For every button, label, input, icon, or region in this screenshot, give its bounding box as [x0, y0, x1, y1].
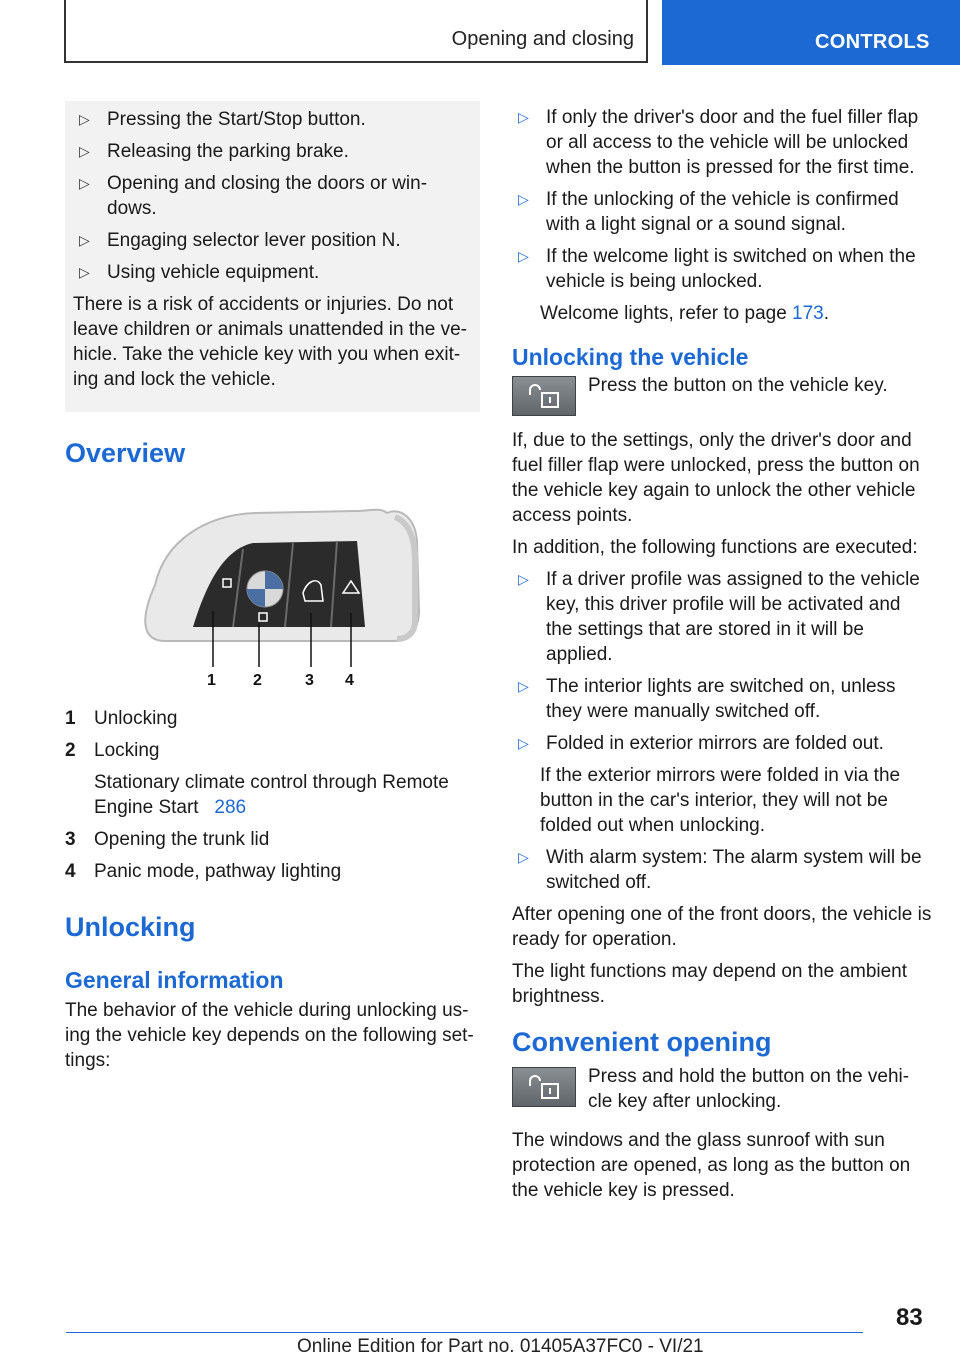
key-legend — [65, 706, 480, 884]
unlocking-vehicle-heading: Unlocking the vehicle — [512, 344, 749, 370]
light-functions-text: The light functions may depend on the ambient brightness. — [512, 961, 908, 1007]
unlock-button-icon — [512, 376, 576, 416]
list-item: ▷ Opening and closing the doors or win-dows. — [73, 171, 472, 221]
running-header — [64, 0, 648, 63]
warning-list — [73, 103, 472, 285]
legend-item — [65, 706, 480, 731]
callout-4: 4 — [345, 672, 354, 689]
list-subtext: Welcome lights, refer to page 173. — [540, 303, 830, 324]
edition-footer: Online Edition for Part no. 01405A37FC0 - VI/21 — [297, 1336, 704, 1357]
legend-subline: Stationary climate control through Remote Engine Start 286 — [94, 772, 449, 818]
list-item: ▷ Engaging selector lever position N. — [73, 228, 472, 253]
legend-label: Panic mode, pathway lighting — [94, 861, 342, 882]
convenient-opening-heading: Convenient opening — [512, 1027, 772, 1057]
page-number: 83 — [896, 1304, 923, 1331]
chapter-title: CONTROLS — [815, 31, 930, 53]
list-item: ▷ If the unlocking of the vehicle is confirmed with a light signal or a sound signal. — [512, 187, 932, 237]
convenient-opening-text: The windows and the glass sunroof with sun protection are opened, as long as the button on the vehicle key is pressed. — [512, 1130, 911, 1201]
legend-item — [65, 827, 480, 852]
vehicle-key-illustration — [125, 501, 425, 696]
right-column — [512, 101, 932, 1210]
unlock-button-icon — [512, 1067, 576, 1107]
unlock-text-1: If, due to the settings, only the driver's door and fuel filler flap were unlocked, press the button on the vehicle key again to unlock the other vehicle access points. — [512, 430, 920, 526]
legend-item — [65, 859, 480, 884]
list-item: ▷ Releasing the parking brake. — [73, 139, 472, 164]
unlock-text-2: In addition, the following functions are executed: — [512, 537, 918, 558]
list-item: ▷ If the welcome light is switched on when the vehicle is being unlocked. — [512, 244, 932, 294]
list-item: ▷ Folded in exterior mirrors are folded out. — [512, 731, 932, 756]
legend-number: 2 — [65, 740, 76, 761]
list-item: ▷ Pressing the Start/Stop button. — [73, 107, 472, 132]
legend-label: Opening the trunk lid — [94, 829, 270, 850]
list-subtext: If the exterior mirrors were folded in via the button in the car's interior, they will not be folded out when unlocking. — [540, 765, 901, 836]
warning-text: There is a risk of accidents or injuries. Do not leave children or animals unattended in the ve-hicle. Take the vehicle key with you when exit-ing and lock the vehicle. — [73, 294, 467, 390]
list-item: ▷ The interior lights are switched on, unless they were manually switched off. — [512, 674, 932, 724]
chapter-tab — [662, 0, 960, 65]
unlock-button-text: Press the button on the vehicle key. — [588, 375, 888, 396]
legend-number: 1 — [65, 708, 76, 729]
convenient-button-text: Press and hold the button on the vehi-cle key after unlocking. — [588, 1066, 910, 1112]
general-information-heading: General information — [65, 967, 284, 993]
convenient-button-row — [512, 1064, 932, 1114]
left-column — [65, 101, 480, 1080]
legend-item — [65, 738, 480, 820]
legend-label: Locking — [94, 740, 160, 761]
warning-box — [65, 101, 480, 412]
after-opening-text: After opening one of the front doors, the vehicle is ready for operation. — [512, 904, 932, 950]
unlock-padlock-icon — [524, 381, 564, 411]
footer-rule — [66, 1332, 863, 1333]
list-item: ▷ With alarm system: The alarm system will be switched off. — [512, 845, 932, 895]
overview-heading: Overview — [65, 438, 186, 468]
unlock-button-row — [512, 373, 932, 416]
functions-list — [512, 567, 932, 895]
legend-number: 3 — [65, 829, 76, 850]
page-reference-link[interactable]: 286 — [214, 797, 247, 818]
unlocking-heading: Unlocking — [65, 912, 196, 942]
list-item: ▷ If only the driver's door and the fuel filler flap or all access to the vehicle will be unlocked when the button is pressed for the first time. — [512, 105, 932, 180]
legend-number: 4 — [65, 861, 76, 882]
callout-3: 3 — [305, 672, 314, 689]
callout-2: 2 — [253, 672, 262, 689]
callout-1: 1 — [207, 672, 216, 689]
settings-list — [512, 101, 932, 326]
page-reference-link[interactable]: 173 — [792, 303, 824, 324]
general-information-text: The behavior of the vehicle during unlocking us-ing the vehicle key depends on the following set-tings: — [65, 1000, 474, 1071]
list-item: ▷ Using vehicle equipment. — [73, 260, 472, 285]
legend-label: Unlocking — [94, 708, 178, 729]
section-title: Opening and closing — [451, 28, 634, 50]
unlock-padlock-icon — [524, 1072, 564, 1102]
list-item: ▷ If a driver profile was assigned to the vehicle key, this driver profile will be activated and the settings that are stored in it will be applied. — [512, 567, 932, 667]
vehicle-key-figure — [125, 501, 425, 696]
